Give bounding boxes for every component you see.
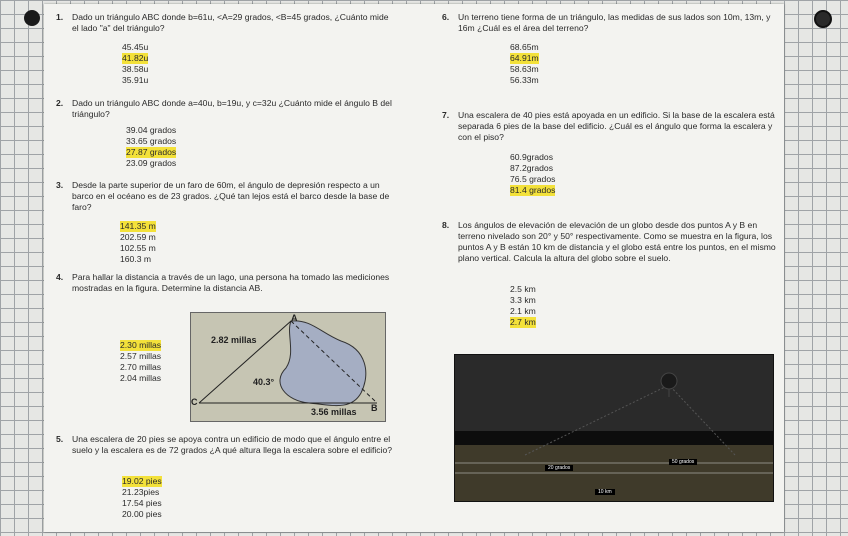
- question-number: 4.: [56, 272, 64, 282]
- question-number: 8.: [442, 220, 450, 230]
- figure-label-base: 10 km: [595, 489, 615, 495]
- option[interactable]: 17.54 pies: [122, 498, 162, 508]
- figure-point-a: A: [291, 313, 298, 323]
- punch-hole-left: [24, 10, 40, 26]
- question-text: Una escalera de 20 pies se apoya contra un edificio de modo que el ángulo entre el suelo y la escalera es de 72 grados ¿A qué altura llega la escalera sobre el edificio?: [72, 434, 393, 455]
- question-number: 5.: [56, 434, 64, 444]
- figure-label-angle: 40.3°: [253, 377, 275, 387]
- worksheet: [44, 4, 784, 532]
- question-6: [442, 12, 778, 34]
- option[interactable]: 68.65m: [510, 42, 539, 52]
- option[interactable]: 202.59 m: [120, 232, 156, 242]
- question-text: Una escalera de 40 pies está apoyada en un edificio. Si la base de la escalera está separada 6 pies de la base del edificio. ¿Cuál es el ángulo que forma la escalera y con el piso?: [458, 110, 775, 142]
- question-text: Los ángulos de elevación de elevación de un globo desde dos puntos A y B en terreno nivelado son 20° y 50° respectivamente. Como se muestra en la figura, los puntos A y B están 10 km de distancia y el globo está entre los puntos, en el mismo plano vertical. Calcula la altura del globo sobre el suelo.: [458, 220, 776, 263]
- option[interactable]: 102.55 m: [120, 243, 156, 253]
- question-text: Un terreno tiene forma de un triángulo, las medidas de sus lados son 10m, 13m, y 16m ¿Cuál es el área del terreno?: [458, 12, 771, 33]
- options-q3: [120, 221, 156, 265]
- option[interactable]: 20.00 pies: [122, 509, 162, 519]
- option[interactable]: 23.09 grados: [126, 158, 177, 168]
- option[interactable]: 2.57 millas: [120, 351, 162, 361]
- figure-point-c: C: [191, 397, 198, 407]
- option[interactable]: 76.5 grados: [510, 174, 556, 184]
- option-correct[interactable]: 81.4 grados: [510, 185, 556, 195]
- question-number: 3.: [56, 180, 64, 190]
- balloon-diagram: [455, 355, 773, 501]
- option[interactable]: 2.04 millas: [120, 373, 162, 383]
- figure-label-bottom: 3.56 millas: [311, 407, 357, 417]
- option-correct[interactable]: 2.7 km: [510, 317, 536, 327]
- option[interactable]: 2.70 millas: [120, 362, 162, 372]
- option[interactable]: 3.3 km: [510, 295, 536, 305]
- question-1: [56, 12, 396, 34]
- question-text: Dado un triángulo ABC donde a=40u, b=19u, y c=32u ¿Cuánto mide el ángulo B del triángulo?: [72, 98, 392, 119]
- option-correct[interactable]: 41.82u: [122, 53, 149, 63]
- option[interactable]: 2.5 km: [510, 284, 536, 294]
- figure-label-right-angle: 50 grados: [669, 459, 697, 465]
- question-5: [56, 434, 396, 456]
- option[interactable]: 33.65 grados: [126, 136, 177, 146]
- option[interactable]: 39.04 grados: [126, 125, 177, 135]
- question-number: 6.: [442, 12, 450, 22]
- question-number: 1.: [56, 12, 64, 22]
- option[interactable]: 56.33m: [510, 75, 539, 85]
- question-number: 2.: [56, 98, 64, 108]
- option-correct[interactable]: 27.87 grados: [126, 147, 177, 157]
- options-q5: [122, 476, 162, 520]
- option[interactable]: 35.91u: [122, 75, 149, 85]
- question-number: 7.: [442, 110, 450, 120]
- figure-label-top: 2.82 millas: [211, 335, 257, 345]
- option-correct[interactable]: 141.35 m: [120, 221, 156, 231]
- figure-label-left-angle: 20 grados: [545, 465, 573, 471]
- figure-point-b: B: [371, 403, 378, 413]
- question-text: Para hallar la distancia a través de un lago, una persona ha tomado las mediciones mostradas en la figura. Determine la distancia AB.: [72, 272, 390, 293]
- question-2: [56, 98, 396, 120]
- punch-hole-right: [814, 10, 832, 28]
- option[interactable]: 60.9grados: [510, 152, 554, 162]
- option-correct[interactable]: 64.91m: [510, 53, 539, 63]
- question-text: Desde la parte superior de un faro de 60m, el ángulo de depresión respecto a un barco en el océano es de 23 grados. ¿Qué tan lejos está el barco desde la base de faro?: [72, 180, 390, 212]
- question-4: [56, 272, 396, 294]
- question-text: Dado un triángulo ABC donde b=61u, <A=29 grados, <B=45 grados, ¿Cuánto mide el lado "a" del triángulo?: [72, 12, 389, 33]
- option[interactable]: 2.1 km: [510, 306, 536, 316]
- option[interactable]: 21.23pies: [122, 487, 160, 497]
- question-3: [56, 180, 396, 213]
- option[interactable]: 38.58u: [122, 64, 149, 74]
- options-q6: [510, 42, 539, 86]
- options-q7: [510, 152, 555, 196]
- options-q4: [120, 340, 161, 384]
- option[interactable]: 160.3 m: [120, 254, 152, 264]
- question-7: [442, 110, 778, 143]
- options-q1: [122, 42, 148, 86]
- option[interactable]: 45.45u: [122, 42, 149, 52]
- option[interactable]: 58.63m: [510, 64, 539, 74]
- lake-diagram: [191, 313, 385, 421]
- lake-figure: [190, 312, 386, 422]
- option[interactable]: 87.2grados: [510, 163, 554, 173]
- options-q8: [510, 284, 536, 328]
- balloon-figure: [454, 354, 774, 502]
- option-correct[interactable]: 19.02 pies: [122, 476, 162, 486]
- option-correct[interactable]: 2.30 millas: [120, 340, 162, 350]
- options-q2: [126, 125, 176, 169]
- question-8: [442, 220, 778, 264]
